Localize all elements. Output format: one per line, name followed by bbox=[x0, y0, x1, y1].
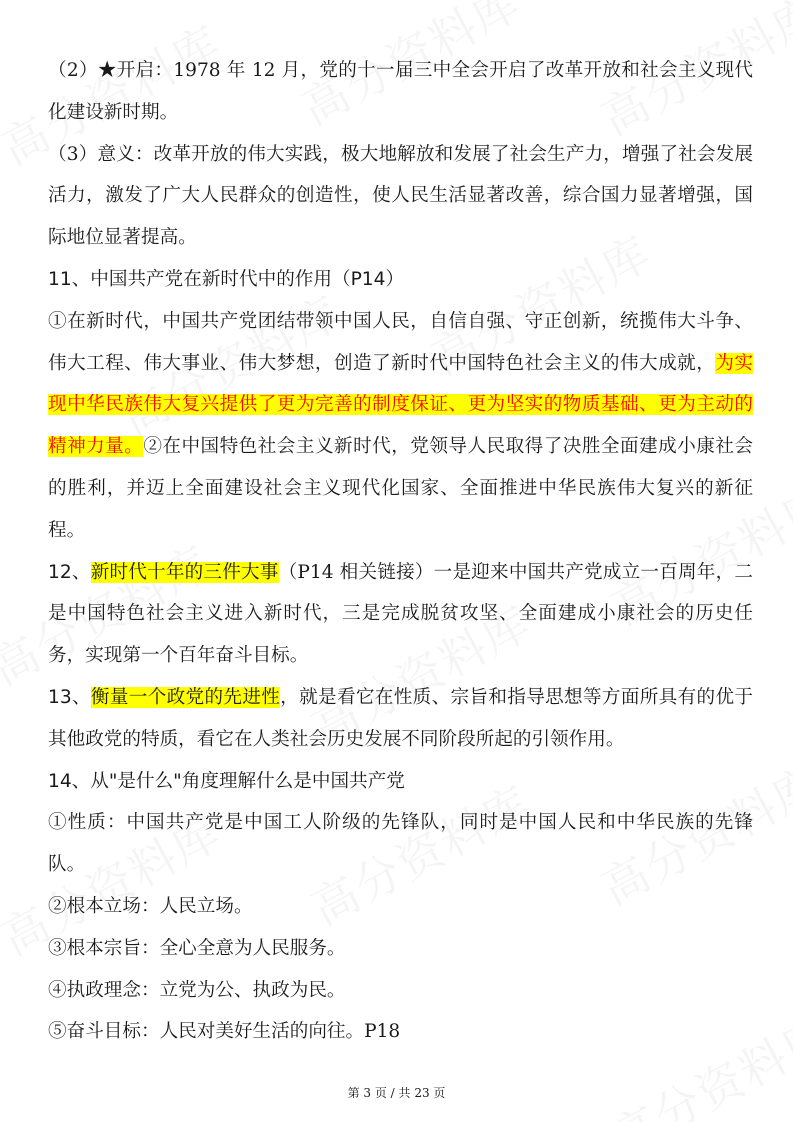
text-segment: ①在新时代，中国共产党团结带领中国人民，自信自强、守正创新，统揽伟大斗争、伟大工程、伟大事业、伟大梦想，创造了新时代中国特色社会主义的伟大成就， bbox=[48, 310, 753, 374]
paragraph-party-role bbox=[48, 301, 753, 552]
list-item-goal: ⑤奋斗目标：人民对美好生活的向往。P18 bbox=[48, 1021, 401, 1043]
text-segment: ②在中国特色社会主义新时代，党领导人民取得了决胜全面建成小康社会的胜利，并迈上全面建设社会主义现代化国家、全面推进中华民族伟大复兴的新征程。 bbox=[48, 436, 753, 541]
list-item-nature: ①性质：中国共产党是中国工人阶级的先锋队，同时是中国人民和中华民族的先锋队。 bbox=[48, 812, 753, 876]
highlighted-text: 为实现中华民族伟大复兴提供了更为完善的制度保证、更为坚实的物质基础、更为主动的精神力量。 bbox=[48, 352, 753, 458]
paragraph-opening: （2）★开启：1978 年 12 月，党的十一届三中全会开启了改革开放和社会主义现代化建设新时期。 bbox=[48, 60, 753, 123]
paragraph-significance: （3）意义：改革开放的伟大实践，极大地解放和发展了社会生产力，增强了社会发展活力，激发了广大人民群众的创造性，使人民生活显著改善，综合国力显著增强，国际地位显著提高。 bbox=[48, 143, 753, 249]
text-segment: ，就是看它在性质、宗旨和指导思想等方面所具有的优于其他政党的特质，看它在人类社会历史发展不同阶段所起的引领作用。 bbox=[48, 686, 753, 750]
list-item-purpose: ③根本宗旨：全心全意为人民服务。 bbox=[48, 937, 346, 959]
section-13 bbox=[48, 677, 753, 761]
section-12 bbox=[48, 552, 753, 677]
section-number: 13、 bbox=[48, 686, 91, 708]
section-number: 12、 bbox=[48, 561, 91, 583]
document-body bbox=[48, 50, 753, 1053]
section-heading-11: 11、中国共产党在新时代中的作用（P14） bbox=[48, 268, 405, 290]
text-segment: （P14 相关链接）一是迎来中国共产党成立一百周年，二是中国特色社会主义进入新时代，三是完成脱贫攻坚、全面建成小康社会的历史任务，实现第一个百年奋斗目标。 bbox=[48, 561, 753, 667]
highlighted-text: 新时代十年的三件大事 bbox=[90, 561, 279, 583]
section-heading-14: 14、从"是什么"角度理解什么是中国共产党 bbox=[48, 770, 405, 792]
list-item-philosophy: ④执政理念：立党为公、执政为民。 bbox=[48, 979, 346, 1001]
list-item-stance: ②根本立场：人民立场。 bbox=[48, 895, 253, 917]
highlighted-text: 衡量一个政党的先进性 bbox=[90, 686, 281, 708]
page-footer: 第 3 页 / 共 23 页 bbox=[347, 1086, 446, 1100]
